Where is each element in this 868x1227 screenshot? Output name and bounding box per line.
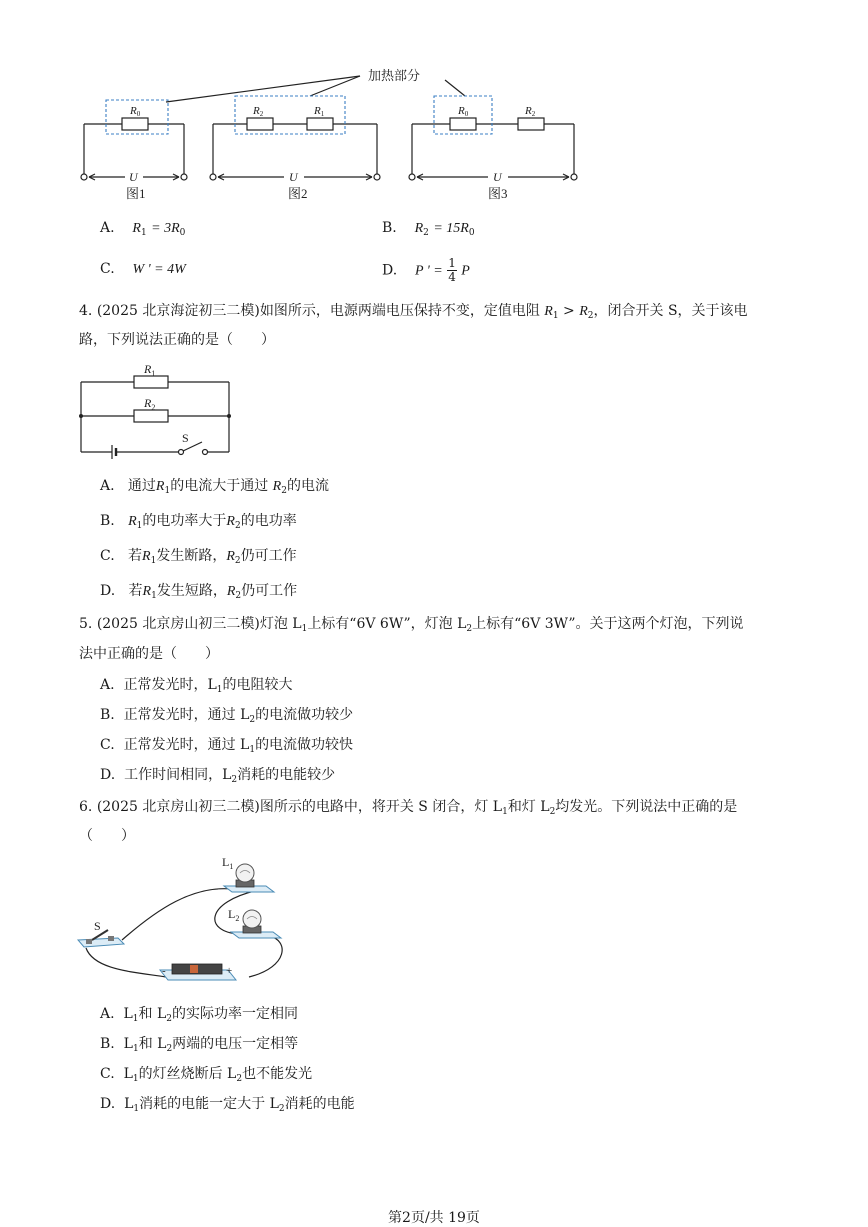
svg-text:U: U: [289, 170, 298, 184]
svg-text:L2: $L_2$: [228, 907, 240, 923]
svg-text:R2: R2: [525, 105, 536, 118]
q6-option-a[interactable]: A. $L_1$和 $L_2$的实际功率一定相同: [100, 1006, 298, 1024]
q5-option-b[interactable]: B. 正常发光时，通过 $L_2$的电流做功较少: [100, 707, 354, 725]
q3-circuit-figures: [70, 62, 600, 202]
q6-physical-circuit-figure: [74, 852, 294, 994]
q3-option-d[interactable]: D. P ' = $\frac{1}{4}$ P: [382, 256, 470, 284]
q6-stem-line1: 6. (2025 北京房山初三二模)图所示的电路中，将开关 S 闭合，灯 $L_1$和灯 $L_2$均发光。下列说法中正确的是: [79, 799, 738, 817]
heating-part-label: 加热部分: [368, 68, 421, 83]
q4-option-d[interactable]: D. 若$R_1$发生短路，$R_2$仍可工作: [100, 583, 298, 601]
q4-circuit-figure: [74, 360, 244, 460]
q5-option-c[interactable]: C. 正常发光时，通过 $L_1$的电流做功较快: [100, 737, 354, 755]
q3-option-b[interactable]: B. $R_2 = 15R_0$: [382, 220, 475, 238]
q6-stem-line2: （ ）: [79, 828, 135, 844]
q3-option-c[interactable]: C. W ' = 4W: [100, 261, 186, 277]
svg-text:S: S: [94, 919, 101, 933]
fig3-caption: 图3: [488, 186, 508, 201]
svg-text:R2: $R_2$: [144, 396, 156, 412]
q5-stem-line2: 法中正确的是（ ）: [79, 646, 219, 662]
page-footer: 第2页/共 19页: [388, 1210, 480, 1226]
svg-text:R2: R2: [253, 105, 264, 118]
q3-option-a[interactable]: A. $R_1 = 3R_0$: [100, 220, 186, 238]
svg-text:R0: R0: [458, 105, 469, 118]
svg-text:L1: $L_1$: [222, 855, 234, 871]
svg-text:R1: $R_1$: [144, 362, 156, 378]
battery-icon: [160, 964, 236, 980]
q4-option-c[interactable]: C. 若$R_1$发生断路，$R_2$仍可工作: [100, 548, 297, 566]
q4-stem-line1: 4. (2025 北京海淀初三二模)如图所示，电源两端电压保持不变，定值电阻 $R_1 > R_2$，闭合开关 S，关于该电: [79, 303, 748, 321]
q4-stem-line2: 路，下列说法正确的是（ ）: [79, 332, 275, 348]
q4-option-b[interactable]: B. $R_1$的电功率大于$R_2$的电功率: [100, 513, 297, 531]
q5-option-d[interactable]: D. 工作时间相同，$L_2$消耗的电能较少: [100, 767, 336, 785]
q6-option-c[interactable]: C. $L_1$的灯丝烧断后 $L_2$也不能发光: [100, 1066, 313, 1084]
svg-text:+: +: [226, 965, 233, 977]
q4-option-a[interactable]: A. 通过$R_1$的电流大于通过 $R_2$的电流: [100, 478, 329, 496]
svg-text:-: -: [162, 965, 166, 977]
fig2-caption: 图2: [288, 186, 308, 201]
q6-option-b[interactable]: B. $L_1$和 $L_2$两端的电压一定相等: [100, 1036, 299, 1054]
svg-text:R1: R1: [314, 105, 325, 118]
q5-option-a[interactable]: A. 正常发光时，$L_1$的电阻较大: [100, 677, 293, 695]
switch-icon: [78, 930, 124, 947]
fraction-one-quarter: $\frac{1}{4}$: [448, 256, 456, 284]
svg-text:U: U: [129, 170, 138, 184]
fig1-caption: 图1: [126, 186, 146, 201]
svg-text:U: U: [493, 170, 502, 184]
q6-option-d[interactable]: D. $L_1$消耗的电能一定大于 $L_2$消耗的电能: [100, 1096, 355, 1114]
q5-stem-line1: 5. (2025 北京房山初三二模)灯泡 $L_1$上标有“6V 6W”，灯泡 $L_2$上标有“6V 3W”。关于这两个灯泡，下列说: [79, 616, 744, 634]
svg-text:R0: R0: [130, 105, 141, 118]
svg-text:S: S: [182, 431, 189, 445]
